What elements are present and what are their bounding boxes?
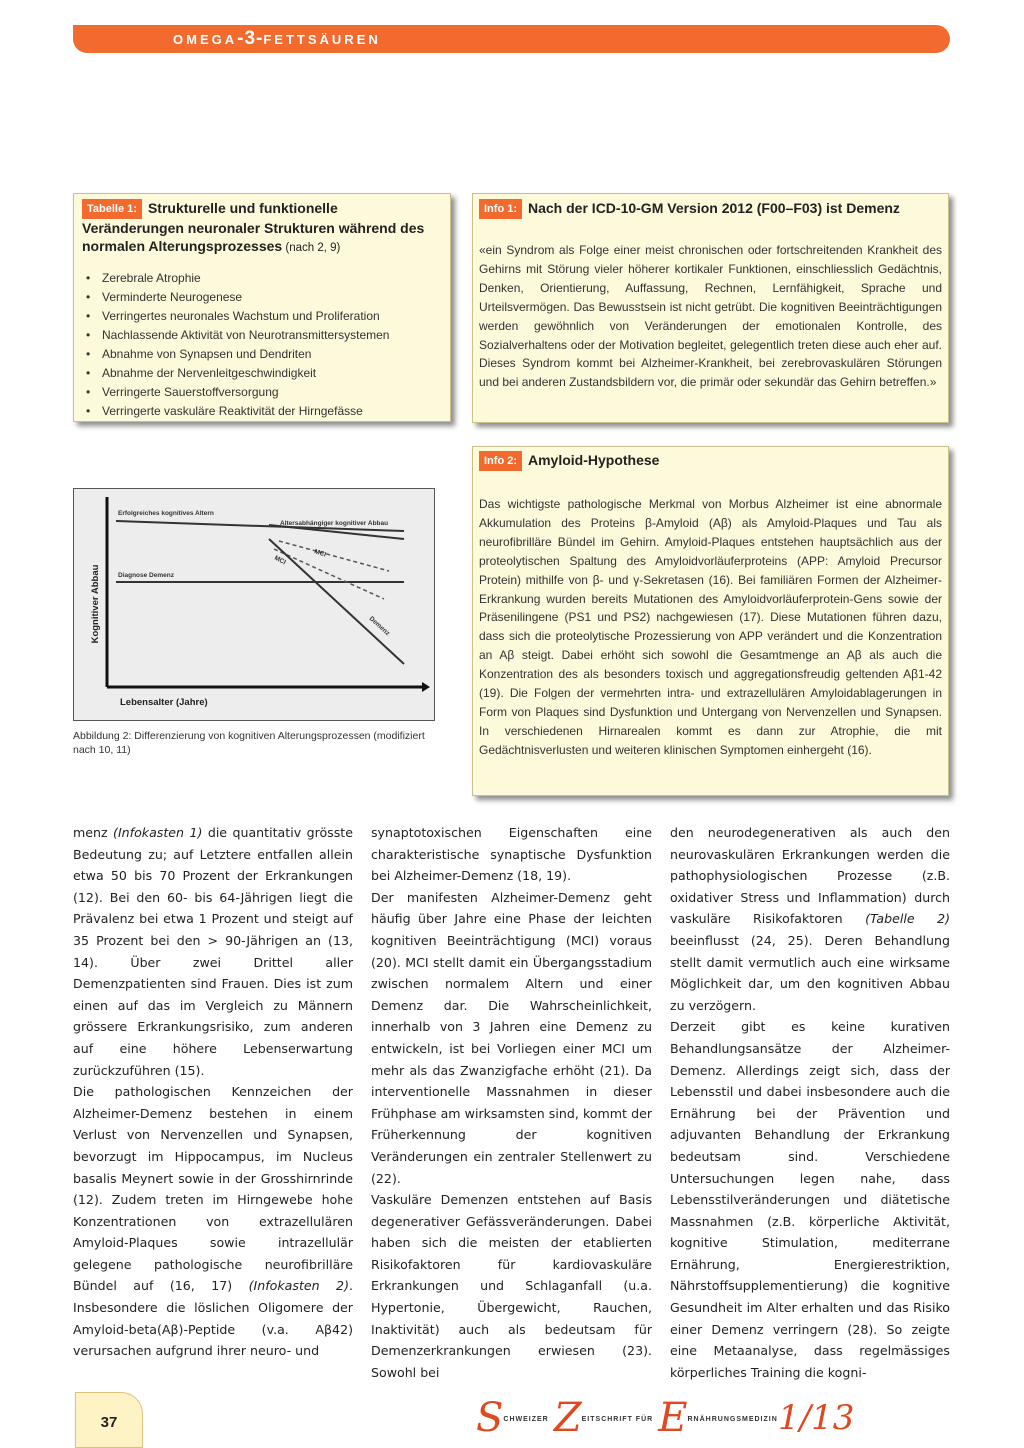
list-item: • Zerebrale Atrophie xyxy=(82,269,442,288)
journal-initial-z: Z xyxy=(553,1395,582,1441)
label-age-decline: Altersabhängiger kognitiver Abbau xyxy=(280,520,389,527)
line-mci-1 xyxy=(279,541,389,571)
paragraph: Vaskuläre Demenzen entstehen auf Basis degenerativer Gefässveränderungen. Dabei haben sich die meisten der etablierten Risikofaktoren für kardiovaskuläre Erkrankungen und Schlaganfall (u.a. Hypertonie, Übergewicht, Rauchen, Inaktivität) auch als bedeutsam für Demenzerkrankungen erwiesen (23). Sowohl bei xyxy=(371,1192,652,1380)
paragraph xyxy=(73,1081,353,1362)
info2-title xyxy=(479,451,942,471)
line-mci-2 xyxy=(274,549,384,599)
label-mci-2: MCI xyxy=(273,554,287,567)
text-run: . Insbesondere die löslichen Oligomere der Amyloid-beta(Aβ)-Peptide (v.a. Aβ42) verursachen aufgrund ihrer neuro- und xyxy=(73,1278,353,1359)
figure-chart xyxy=(74,489,434,720)
paragraph xyxy=(670,822,950,1016)
info1-box xyxy=(472,193,949,423)
table1-title xyxy=(82,199,442,257)
text-run: beeinflusst (24, 25). Deren Behandlung stellt damit vermutlich auch eine wirksame Möglichkeit dar, um den kognitiven Abbau zu verzögern. xyxy=(670,932,950,1013)
paragraph xyxy=(73,822,353,1081)
cross-reference: (Infokasten 1) xyxy=(113,825,203,840)
list-item: • Verringertes neuronales Wachstum und Proliferation xyxy=(82,307,442,326)
section-title-post: FETTSÄUREN xyxy=(263,32,381,47)
label-diagnosis: Diagnose Demenz xyxy=(118,572,174,579)
table1-box xyxy=(73,193,451,422)
table1-tag: Tabelle 1: xyxy=(82,199,142,219)
list-item: • Verringerte vaskuläre Reaktivität der Hirngefässe xyxy=(82,402,442,421)
line-age-decline xyxy=(269,525,404,539)
body-column-2 xyxy=(371,822,652,1383)
journal-issue: 1/13 xyxy=(778,1398,855,1438)
info2-box xyxy=(472,446,949,796)
info1-text: «ein Syndrom als Folge einer meist chronischen oder fortschreitenden Krankheit des Gehirns mit Störung vieler höherer kortikaler Funktionen, einschliesslich Gedächtnis, Denken, Orientierung, Auffassung, Rechnen, Lernfähigkeit, Sprache und Urteilsvermögen. Das Bewusstsein ist nicht getrübt. Die kognitiven Beeinträchtigungen werden gewöhnlich von Veränderungen der emotionalen Kontrolle, des Sozialverhaltens oder der Motivation begleitet, gelegentlich treten diese auch eher auf. Dieses Syndrom kommt bei Alzheimer-Krankheit, bei zerebrovaskulären Störungen und bei anderen Zustandsbildern vor, die primär oder sekundär das Gehirn betreffen.» xyxy=(479,243,942,390)
info2-title-text: Amyloid-Hypothese xyxy=(528,452,660,468)
table1-list xyxy=(82,269,442,421)
body-column-1 xyxy=(73,822,353,1362)
line-dementia xyxy=(269,539,404,664)
paragraph xyxy=(670,1016,950,1383)
journal-word-1: CHWEIZER xyxy=(503,1416,549,1423)
text-run: den neurodegenerativen als auch den neurovaskulären Erkrankungen werden die pathophysiologischen Prozesse (z.B. oxidativer Stress und Inflammation) durch vaskuläre Risikofaktoren xyxy=(670,825,950,927)
info2-tag: Info 2: xyxy=(479,451,522,471)
list-item: • Verminderte Neurogenese xyxy=(82,288,442,307)
y-axis-label: Kognitiver Abbau xyxy=(90,564,101,644)
label-dementia: Demenz xyxy=(367,615,391,638)
section-title xyxy=(173,29,381,50)
cross-reference: (Infokasten 2) xyxy=(248,1278,349,1294)
journal-word-2: EITSCHRIFT FÜR xyxy=(581,1416,654,1423)
text-run: Die pathologischen Kennzeichen der Alzheimer-Demenz bestehen in einem Verlust von Nervenzellen und Synapsen, bevorzugt im Hippocampus, im Nucleus basalis Meynert sowie in der Grosshirnrinde (12). Zudem treten im Hirngewebe hohe Konzentrationen von extrazellulären Amyloid-Plaques sowie intrazellulär gelegene pathologische neurofibrilläre Bündel auf (16, 17) xyxy=(73,1084,353,1294)
page-number: 37 xyxy=(75,1392,143,1448)
paragraph: synaptotoxischen Eigenschaften eine charakteristische synaptische Dysfunktion bei Alzheimer-Demenz (18, 19). xyxy=(371,825,652,884)
section-title-number: -3- xyxy=(237,28,264,49)
list-item: • Verringerte Sauerstoffversorgung xyxy=(82,383,442,402)
section-header-bar xyxy=(73,25,950,53)
list-item: • Nachlassende Aktivität von Neurotransmittersystemen xyxy=(82,326,442,345)
body-column-3 xyxy=(670,822,950,1383)
journal-logo xyxy=(476,1393,876,1443)
paragraph: Der manifesten Alzheimer-Demenz geht häufig über Jahre eine Phase der leichten kognitiven Beeinträchtigung (MCI) voraus (20). MCI stellt damit ein Übergangsstadium zwischen normalem Altern und einer Demenz dar. Die Wahrscheinlichkeit, innerhalb von 3 Jahren eine Demenz zu entwickeln, ist bei Vorliegen einer MCI um mehr als das Zwanzigfache erhöht (21). Da interventionelle Massnahmen in dieser Frühphase am wirksamsten sind, kommt der Früherkennung der kognitiven Veränderungen ein zentraler Stellenwert zu (22). xyxy=(371,889,652,1186)
info1-tag: Info 1: xyxy=(479,199,522,219)
table1-ref: (nach 2, 9) xyxy=(282,242,341,254)
text-run: menz xyxy=(73,825,114,840)
info1-title-text: Nach der ICD-10-GM Version 2012 (F00–F03) ist Demenz xyxy=(528,200,900,216)
figure-cognitive-aging xyxy=(73,488,435,721)
list-item: • Abnahme von Synapsen und Dendriten xyxy=(82,345,442,364)
table1-title-text: Strukturelle und funktionelle Veränderungen neuronaler Strukturen während des normalen Alterungsprozesses xyxy=(82,200,425,254)
x-axis-label: Lebensalter (Jahre) xyxy=(120,697,208,708)
label-mci-1: MCI xyxy=(313,548,327,559)
info1-title xyxy=(479,199,942,219)
section-title-pre: OMEGA xyxy=(173,32,238,47)
figure-caption: Abbildung 2: Differenzierung von kognitiven Alterungsprozessen (modifiziert nach 10, 11) xyxy=(73,730,425,756)
text-run: Derzeit gibt es keine kurativen Behandlungsansätze der Alzheimer-Demenz. Allerdings zeigt sich, dass der Lebensstil und dabei insbesondere auch die Ernährung bei der Prävention und adjuvanten Behandlung der Erkrankung bedeutsam sind. Verschiedene Untersuchungen legen nahe, dass Lebensstilveränderungen und diätetische Massnahmen (z.B. körperliche Aktivität, kognitive Stimulation, mediterrane Ernährung, Energierestriktion, Nährstoffsupplementierung) die kognitive Gesundheit im Alter erhalten und das Risiko einer Demenz verringern (28). So zeigte eine Metaanalyse, dass regelmässiges körperliches Training die kogni- xyxy=(670,1019,950,1380)
cross-reference: (Tabelle 2) xyxy=(865,911,950,927)
journal-initial-s: S xyxy=(476,1395,504,1441)
journal-initial-e: E xyxy=(658,1395,688,1441)
journal-word-3: RNÄHRUNGSMEDIZIN xyxy=(687,1416,778,1423)
label-successful-aging: Erfolgreiches kognitives Altern xyxy=(118,510,214,517)
info2-text: Das wichtigste pathologische Merkmal von Morbus Alzheimer ist eine abnormale Akkumulation des Proteins β-Amyloid (Aβ) als Amyloid-Plaques und Tau als neurofibrilläre Bündel im Gehirn. Amyloid-Plaques entstehen hauptsächlich aus der proteolytischen Spaltung des Amyloidvorläuferproteins (APP: Amyloid Precursor Protein) mithilfe von β- und γ-Sekretasen (16). Bei familiären Formen der Alzheimer-Erkrankung wurden bereits Mutationen des Amyloidvorläuferprotein-Gens sowie der Präsenilingene (PS1 und PS2) nachgewiesen (17). Diese Mutationen führen dazu, dass sich die proteolytische Prozessierung von APP verändert und die Konzentration an Aβ steigt. Dabei erhöht sich sowohl die Gesamtmenge an Aβ als auch die Konzentration des als besonders toxisch und aggregationsfreudig geltenden Aβ1-42 (19). Die Folgen der vermehrten intra- und extrazellulären Amyloidablagerungen in Form von Plaques sind Dysfunktion und Untergang von Nervenzellen und Synapsen. In verschiedenen Hirnarealen kommt es dann zur Atrophie, die mit Gedächtnisverlusten und weiteren klinischen Symptomen einhergeht (16). xyxy=(479,497,942,757)
list-item: • Abnahme der Nervenleitgeschwindigkeit xyxy=(82,364,442,383)
text-run: die quantitativ grösste Bedeutung zu; auf Letztere entfallen allein etwa 50 bis 70 Prozent der Erkrankungen (12). Bei den 60- bis 64-Jährigen liegt die Prävalenz bei etwa 1 Prozent und steigt auf 35 Prozent bei den > 90-Jährigen an (13, 14). Über zwei Drittel aller Demenzpatienten sind Frauen. Dies ist zum einen auf das im Vergleich zu Männern grössere Erkrankungsrisiko, zum anderen auf eine höhere Lebenserwartung zurückzuführen (15). xyxy=(73,825,353,1078)
x-axis-arrow xyxy=(422,682,430,692)
